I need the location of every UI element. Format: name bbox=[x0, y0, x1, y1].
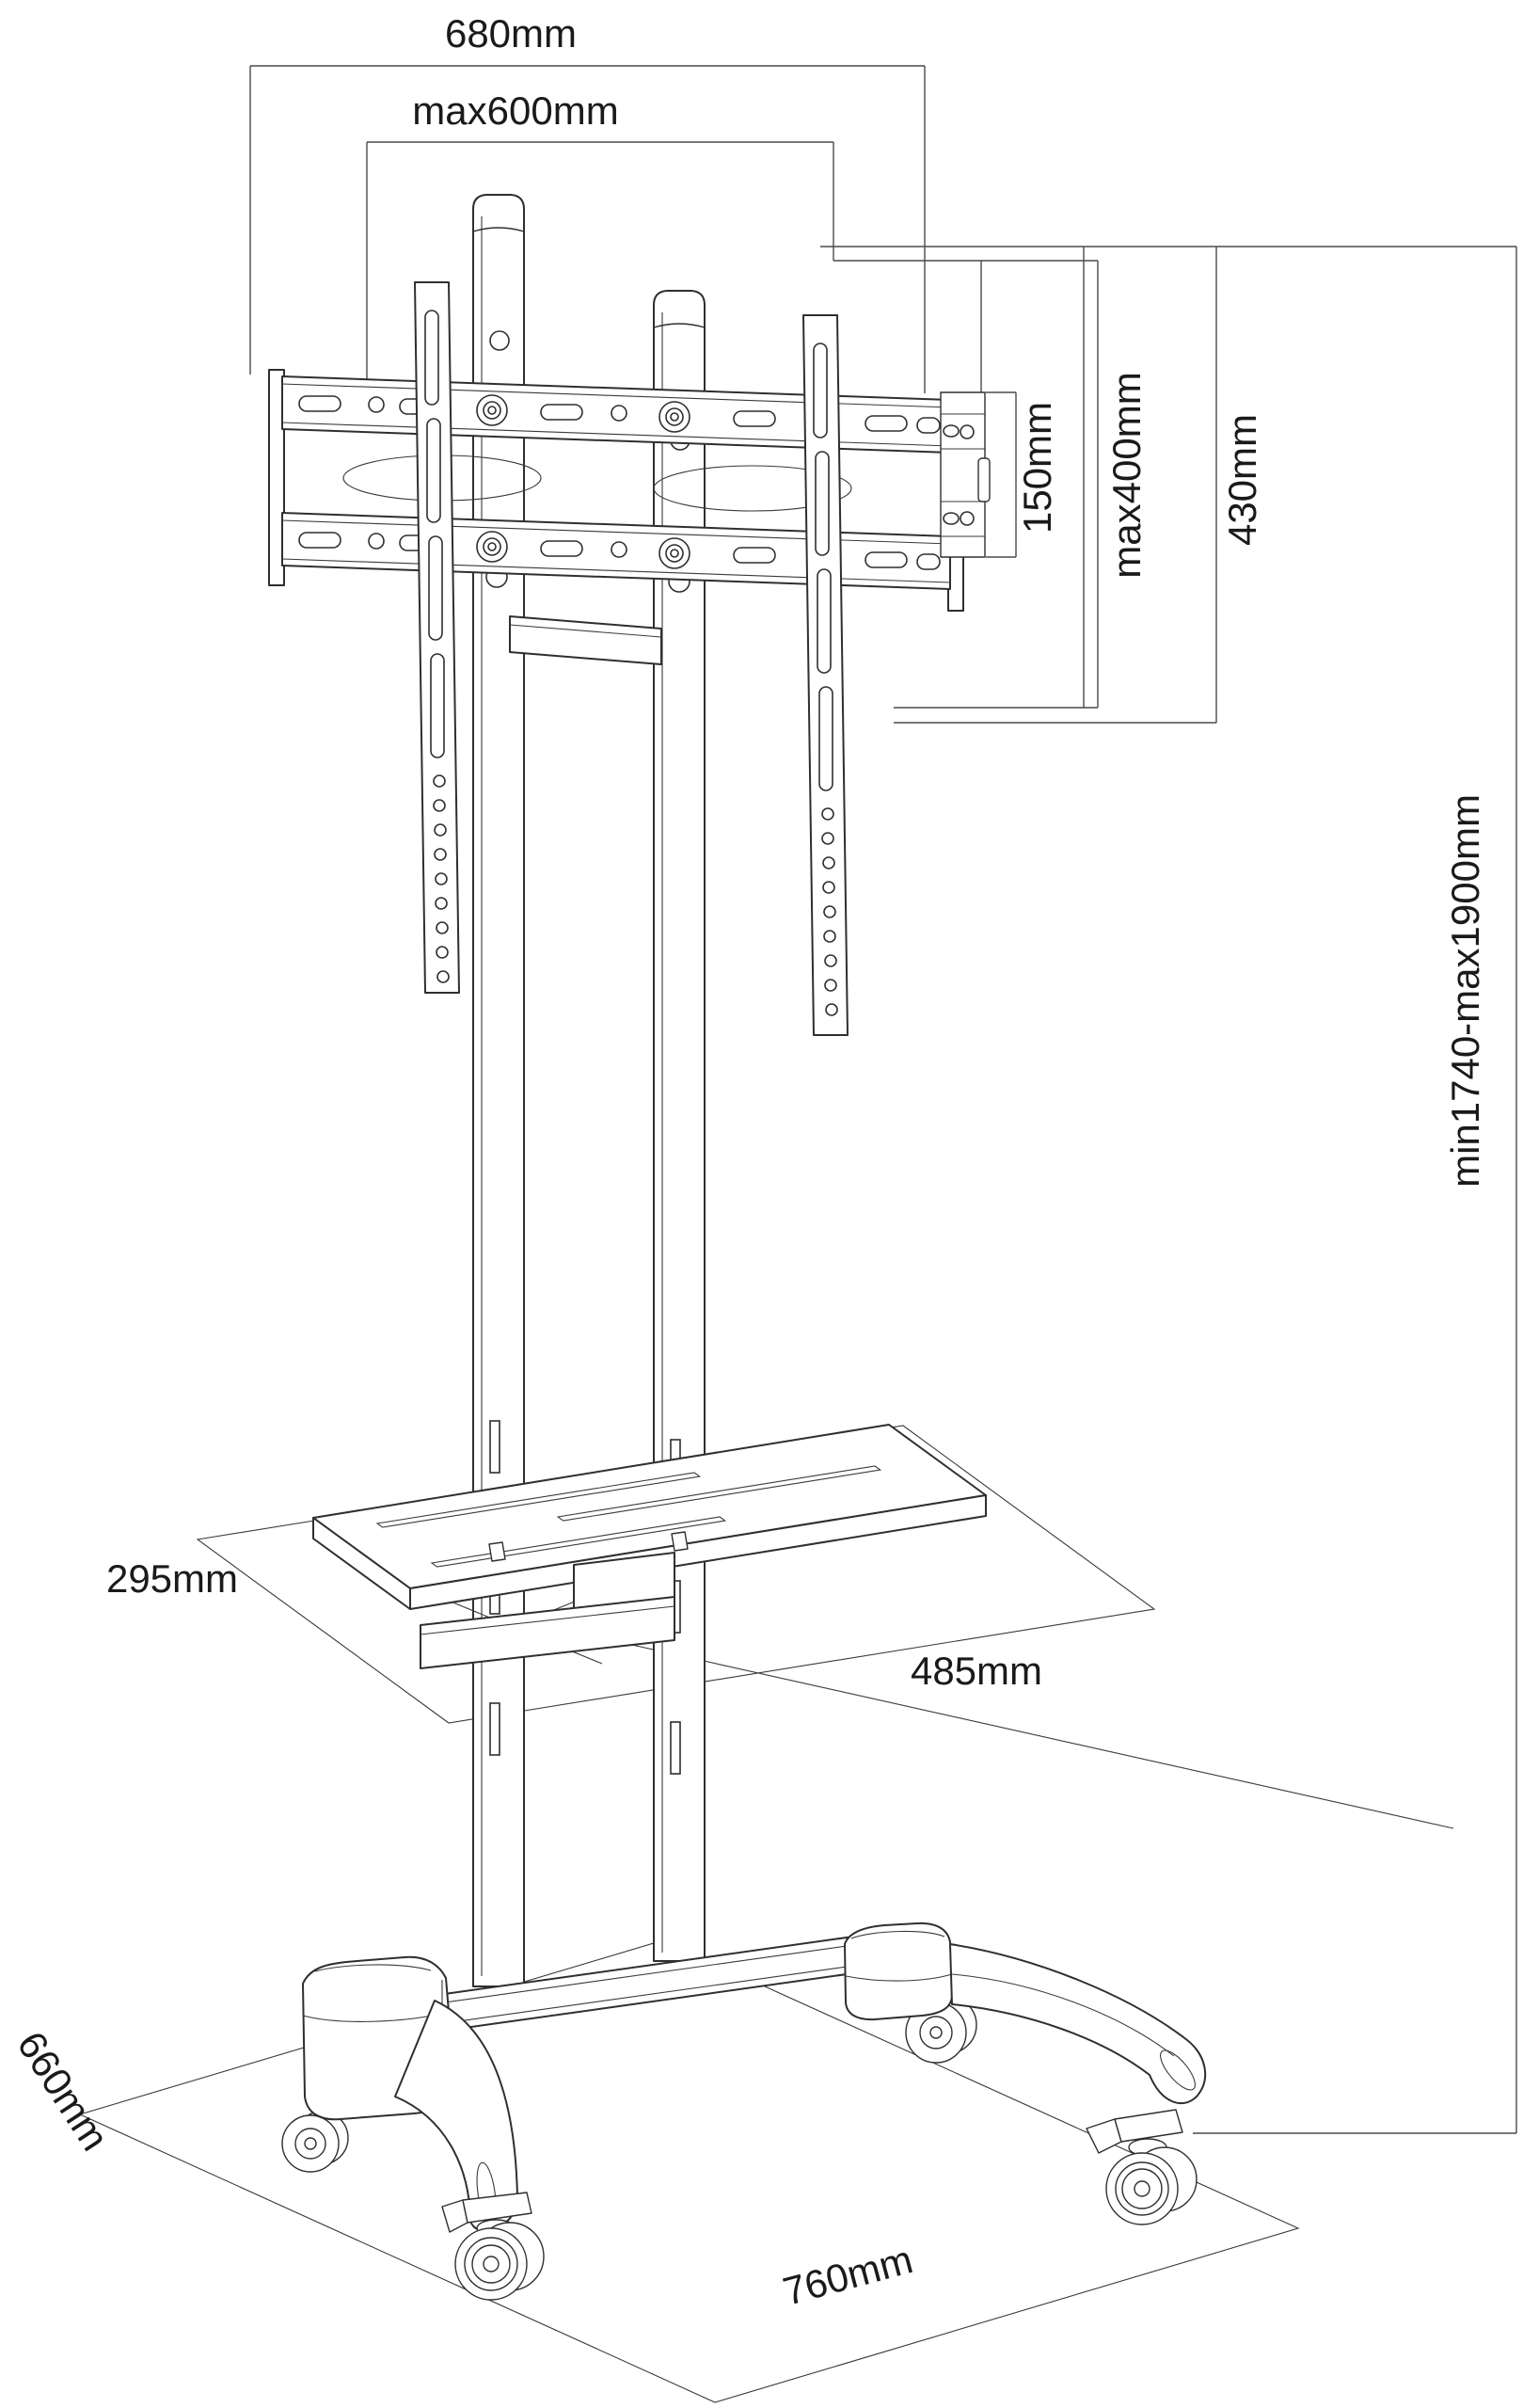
bracket-side-view bbox=[941, 392, 990, 557]
shelf-assembly bbox=[313, 1425, 986, 1668]
screw bbox=[659, 402, 690, 432]
mount-rails bbox=[269, 370, 963, 611]
caster-front-left bbox=[442, 2193, 544, 2300]
screw bbox=[477, 532, 507, 562]
label-430mm: 430mm bbox=[1220, 413, 1264, 547]
screw bbox=[659, 538, 690, 568]
screw bbox=[477, 395, 507, 425]
shelf-crossbar bbox=[420, 1597, 674, 1668]
caster-front-right bbox=[1087, 2110, 1197, 2225]
base-block-right bbox=[845, 1923, 952, 2019]
label-680mm: 680mm bbox=[444, 11, 578, 56]
label-485mm: 485mm bbox=[910, 1649, 1043, 1693]
label-min1740-max1900mm: min1740-max1900mm bbox=[1443, 794, 1487, 1188]
dim-line-150 bbox=[981, 261, 1016, 557]
label-max600mm: max600mm bbox=[412, 88, 619, 133]
shelf-hook-left bbox=[489, 1542, 505, 1561]
label-295mm: 295mm bbox=[105, 1556, 239, 1601]
label-150mm: 150mm bbox=[1015, 401, 1059, 534]
label-760mm: 760mm bbox=[778, 2237, 917, 2314]
label-max400mm: max400mm bbox=[1104, 372, 1149, 579]
base-leg-right bbox=[950, 1944, 1205, 2103]
shelf-hook-right bbox=[672, 1532, 688, 1551]
base-assembly bbox=[282, 1923, 1205, 2300]
label-660mm: 660mm bbox=[8, 2023, 119, 2159]
handle-bracket bbox=[510, 616, 661, 664]
